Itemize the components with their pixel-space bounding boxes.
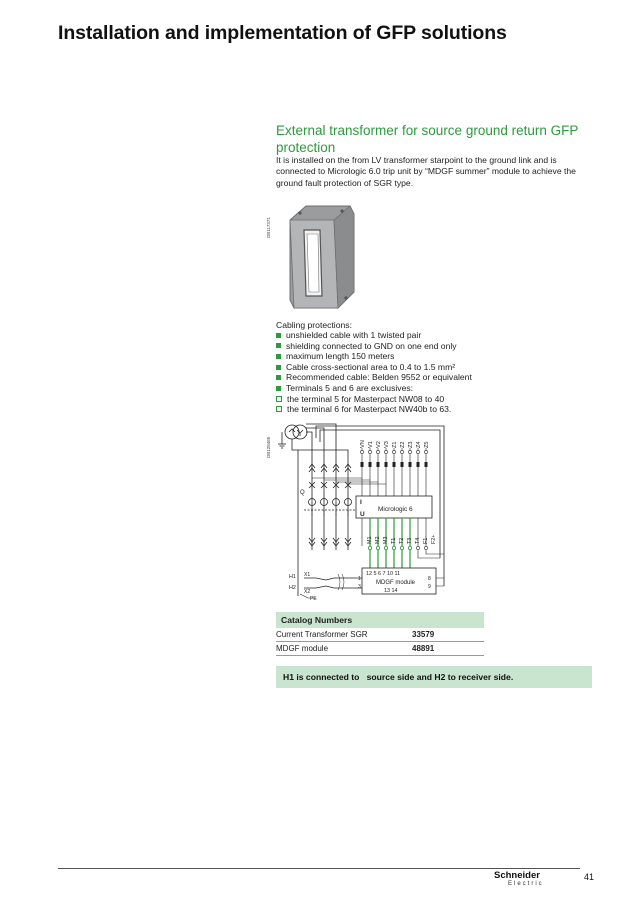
micrologic-label: Micrologic 6 bbox=[378, 506, 413, 513]
module-top-pins: 12 5 6 7 10 11 bbox=[366, 571, 401, 577]
section-title: External transformer for source ground return GFP protection bbox=[276, 123, 579, 155]
table-row bbox=[276, 628, 484, 642]
terminal-label: F1- bbox=[423, 535, 429, 544]
module-bottom-pins: 13 14 bbox=[384, 588, 398, 594]
hollow-bullet-icon bbox=[276, 396, 282, 402]
table-row bbox=[276, 642, 484, 656]
bullet-icon bbox=[276, 343, 281, 348]
catalog-item-name: MDGF module bbox=[276, 642, 412, 656]
terminal-label: T4 bbox=[415, 537, 421, 544]
bullet-icon bbox=[276, 365, 281, 370]
catalog-item-number: 48891 bbox=[412, 642, 484, 656]
bullet-icon bbox=[276, 375, 281, 380]
page-title: Installation and implementation of GFP solutions bbox=[58, 22, 507, 44]
terminal-label: V1 bbox=[368, 441, 374, 448]
transformer-symbol-icon bbox=[285, 425, 307, 439]
cabling-list bbox=[276, 330, 472, 415]
pin-label: 8 bbox=[428, 576, 431, 582]
pe-label: PE bbox=[310, 596, 317, 602]
terminal-label: F2+ bbox=[431, 534, 437, 544]
page-number: 41 bbox=[584, 872, 595, 882]
terminal-label: M2 bbox=[375, 536, 381, 544]
module-label: MDGF module bbox=[376, 580, 416, 586]
footer-divider bbox=[58, 868, 580, 869]
terminal-label: T2 bbox=[399, 537, 405, 544]
cabling-heading: Cabling protections: bbox=[276, 320, 352, 330]
terminal-label: Z1 bbox=[392, 441, 398, 448]
bullet-icon bbox=[276, 333, 281, 338]
brand-sub: Electric bbox=[508, 881, 544, 887]
cabling-item: Cable cross-sectional area to 0.4 to 1.5 mm² bbox=[276, 362, 472, 373]
diagram-reference: DB128465 bbox=[266, 436, 271, 458]
ground-icon bbox=[278, 432, 286, 448]
cabling-item: the terminal 6 for Masterpact NW40b to 63. bbox=[276, 404, 472, 415]
breaker-label: Q bbox=[300, 490, 305, 496]
i-label: I bbox=[360, 499, 362, 506]
current-transformer-photo bbox=[286, 200, 358, 312]
cabling-item: maximum length 150 meters bbox=[276, 351, 472, 362]
catalog-heading: Catalog Numbers bbox=[276, 612, 484, 628]
terminal-label: VN bbox=[360, 440, 366, 448]
pin-label: 9 bbox=[428, 584, 431, 590]
terminal-label: V2 bbox=[376, 441, 382, 448]
catalog-item-number: 33579 bbox=[412, 628, 484, 642]
cabling-item: Terminals 5 and 6 are exclusives: bbox=[276, 383, 472, 394]
terminal-label: Z5 bbox=[424, 441, 430, 448]
terminal-label: Z2 bbox=[400, 441, 406, 448]
brand-name: Schneider bbox=[494, 870, 540, 881]
pin-label: 1 bbox=[358, 576, 361, 582]
note-box bbox=[276, 666, 592, 688]
note-text: H1 is connected to source side and H2 to receiver side. bbox=[283, 672, 514, 682]
catalog-item-name: Current Transformer SGR bbox=[276, 628, 412, 642]
terminal-label: T1 bbox=[391, 537, 397, 544]
terminal-label: M1 bbox=[367, 536, 373, 544]
brand-logo bbox=[494, 871, 544, 889]
terminal-label: T3 bbox=[407, 537, 413, 544]
wiring-diagram bbox=[276, 418, 476, 610]
cabling-item: Recommended cable: Belden 9552 or equivalent bbox=[276, 372, 472, 383]
pin-label: 3 bbox=[358, 584, 361, 590]
cabling-item: the terminal 5 for Masterpact NW08 to 40 bbox=[276, 394, 472, 405]
cabling-item: shielding connected to GND on one end only bbox=[276, 341, 472, 352]
intro-paragraph: It is installed on the from LV transformer starpoint to the ground link and is connected to Micrologic 6.0 trip unit by “MDGF summer” module to achieve the ground fault protection of SGR type. bbox=[276, 155, 576, 188]
catalog-table bbox=[276, 612, 484, 656]
photo-reference: DB117371 bbox=[266, 217, 271, 238]
x1-label: X1 bbox=[304, 572, 311, 578]
terminal-label: M3 bbox=[383, 536, 389, 544]
h1-label: H1 bbox=[289, 574, 296, 580]
bullet-icon bbox=[276, 354, 281, 359]
u-label: U bbox=[360, 511, 365, 518]
h2-label: H2 bbox=[289, 585, 296, 591]
terminal-label: V3 bbox=[384, 441, 390, 448]
cabling-item: unshielded cable with 1 twisted pair bbox=[276, 330, 472, 341]
hollow-bullet-icon bbox=[276, 406, 282, 412]
terminal-label: Z4 bbox=[416, 441, 422, 448]
x2-label: X2 bbox=[304, 589, 311, 595]
bullet-icon bbox=[276, 386, 281, 391]
terminal-label: Z3 bbox=[408, 441, 414, 448]
